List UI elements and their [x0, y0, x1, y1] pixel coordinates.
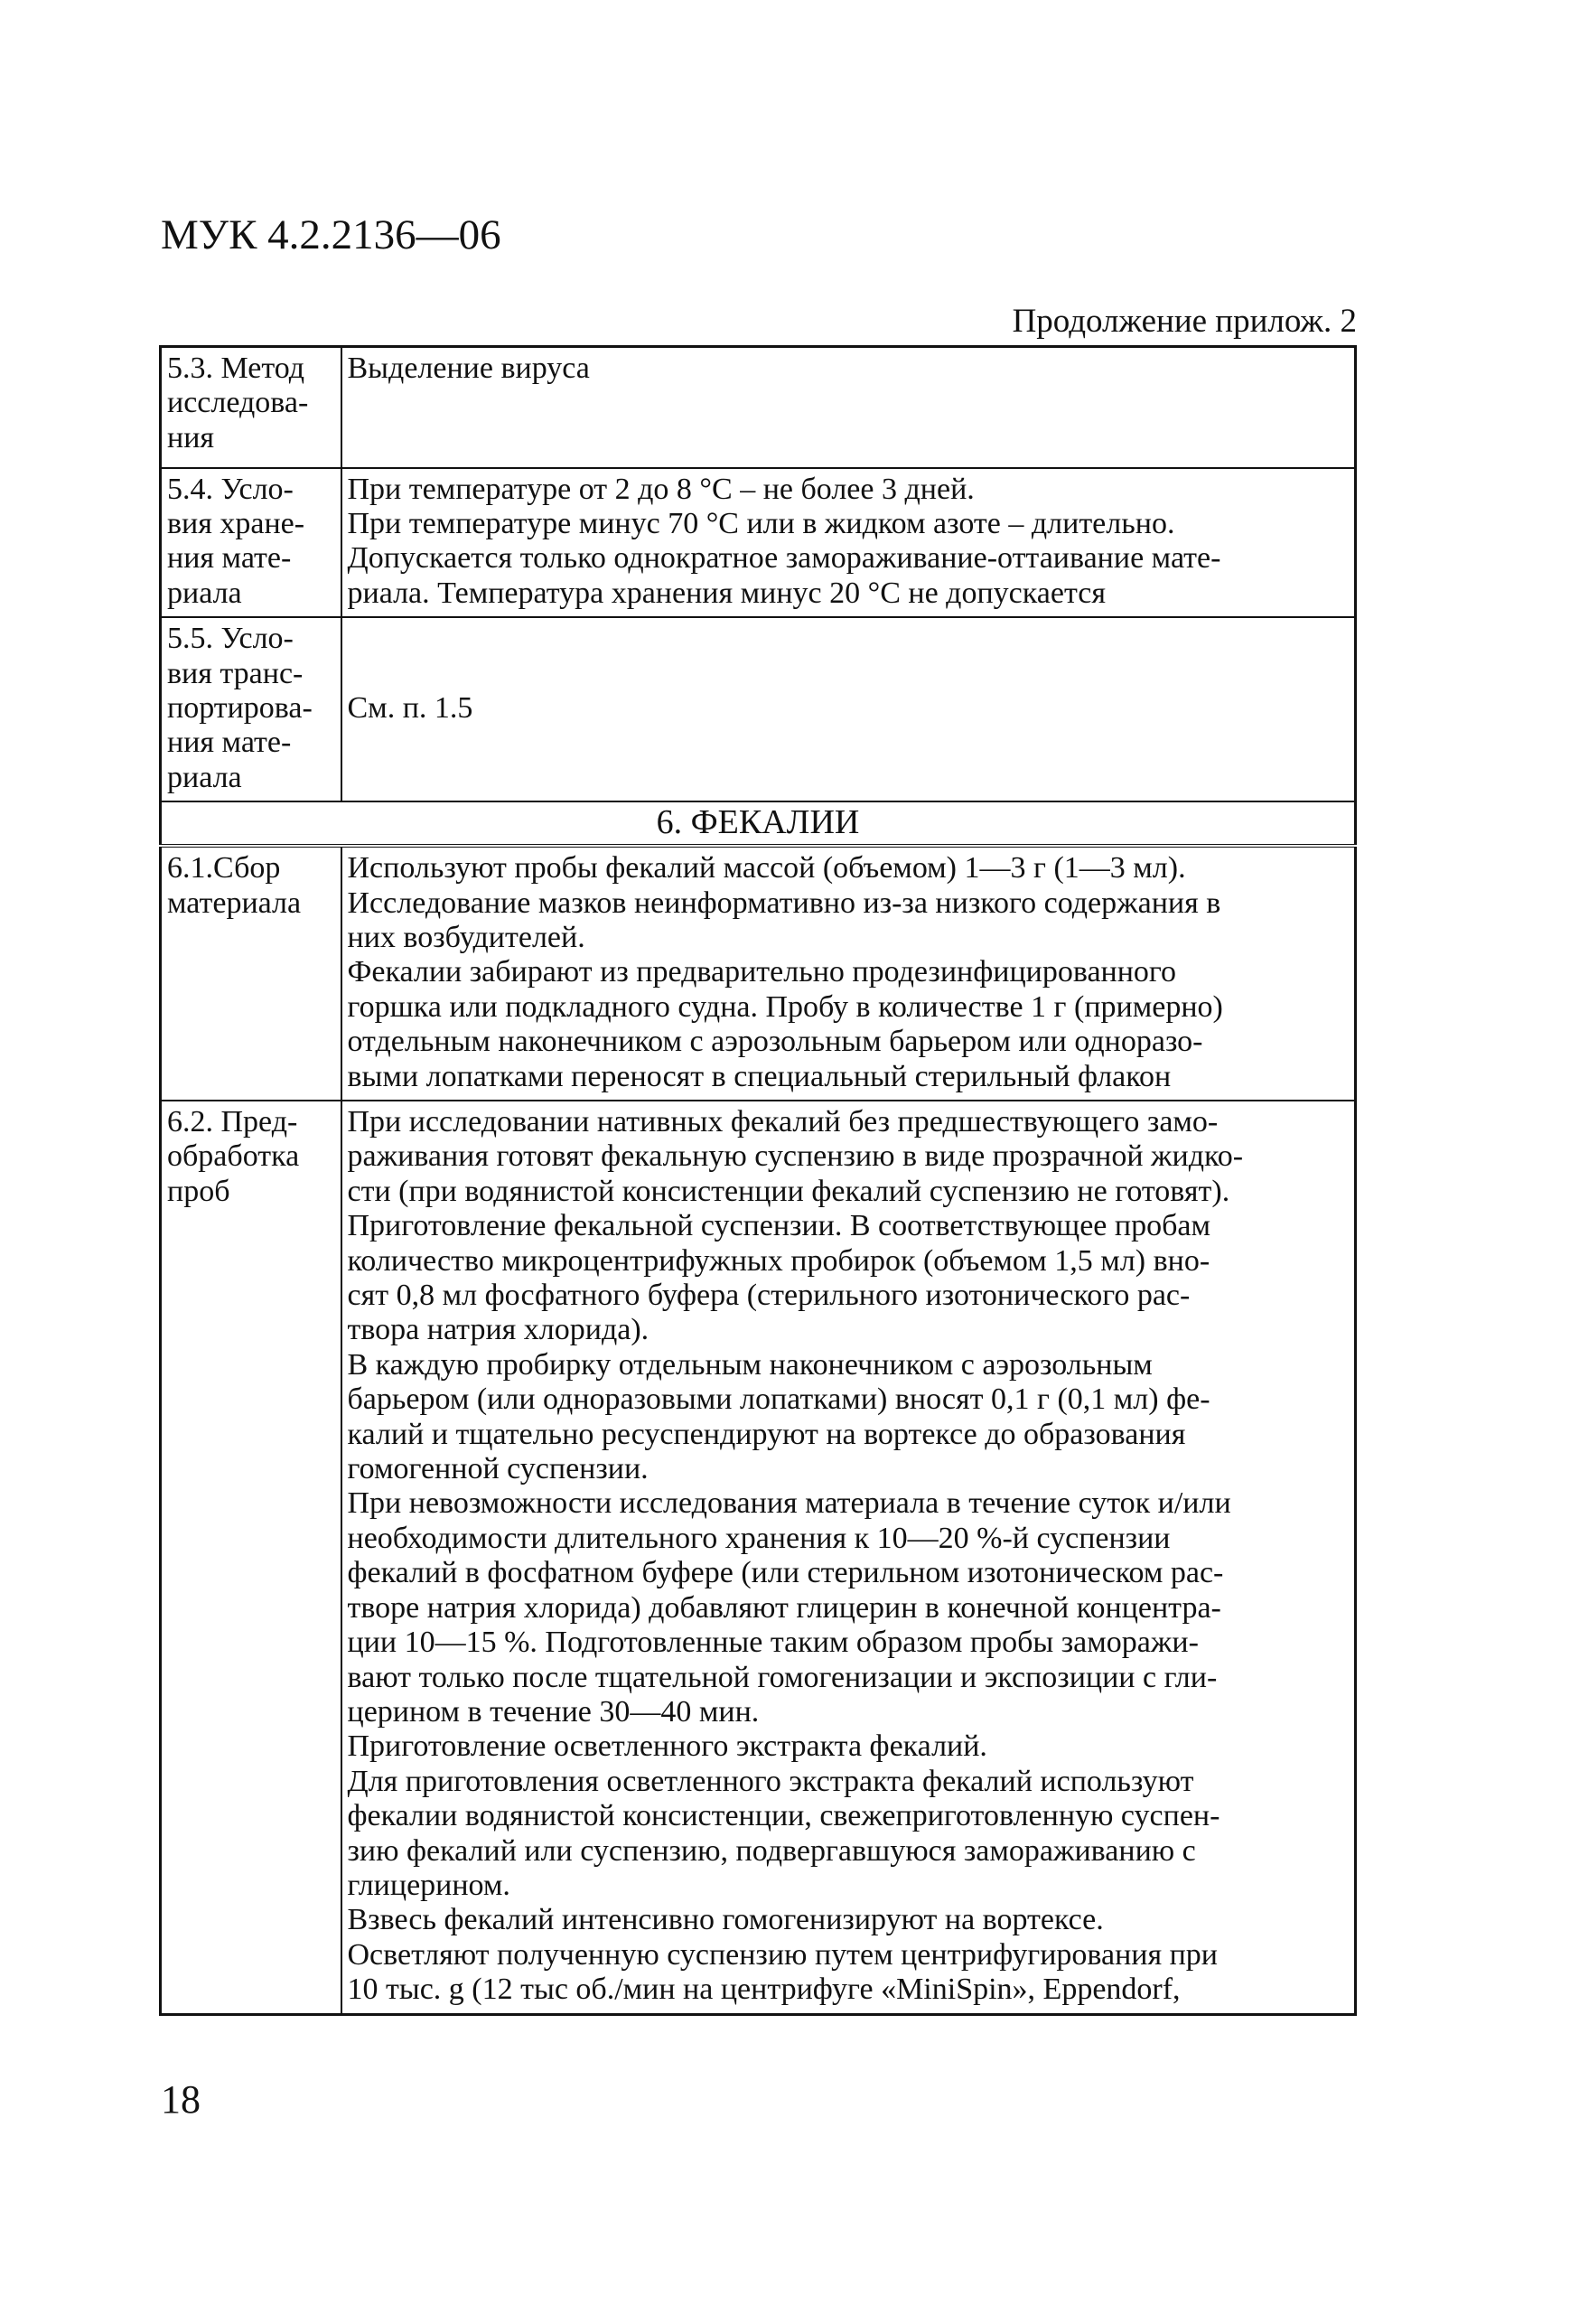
text-line: зию фекалий или суспензию, подвергавшуюся замораживанию с [347, 1833, 1196, 1868]
row-content [341, 468, 1356, 618]
text-line: Приготовление осветленного экстракта фекалий. [347, 1729, 987, 1764]
document-code: МУК 4.2.2136—06 [161, 211, 501, 258]
text-line: Для приготовления осветленного экстракта фекалий используют [347, 1764, 1194, 1798]
text-line: Используют пробы фекалий массой (объемом) 1—3 г (1—3 мл). [347, 851, 1186, 886]
text-line: калий и тщательно ресуспендируют на вортексе до образования [347, 1417, 1186, 1451]
text-line: Допускается только однократное замораживание-оттаивание мате- [347, 541, 1221, 576]
text-line: См. п. 1.5 [347, 690, 473, 725]
text-line: вают только после тщательной гомогенизации и экспозиции с гли- [347, 1660, 1218, 1694]
text-line: количество микроцентрифужных пробирок (объемом 1,5 мл) вно- [347, 1243, 1210, 1278]
row-content [341, 1101, 1356, 2014]
row-content [341, 846, 1356, 1101]
text-line: Исследование мазков неинформативно из-за низкого содержания в [347, 886, 1221, 920]
text-line: При невозможности исследования материала в течение суток и/или [347, 1486, 1231, 1521]
row-content [341, 347, 1356, 468]
row-label: 5.3. Метод исследова- ния [161, 347, 341, 468]
text-line: Фекалии забирают из предварительно продезинфицированного [347, 955, 1177, 989]
table-row [161, 468, 1356, 618]
text-line: При исследовании нативных фекалий без предшествующего замо- [347, 1105, 1219, 1139]
text-line: Выделение вируса [347, 351, 590, 385]
text-line: гомогенной суспензии. [347, 1452, 649, 1486]
text-line: Взвесь фекалий интенсивно гомогенизируют на вортексе. [347, 1903, 1104, 1937]
table-row [161, 347, 1356, 468]
table-row [161, 1101, 1356, 2014]
table-row [161, 617, 1356, 801]
text-line: фекалии водянистой консистенции, свежеприготовленную суспен- [347, 1799, 1220, 1833]
row-label: 5.5. Усло- вия транс- портирова- ния мате- риала [161, 617, 341, 801]
text-line: раживания готовят фекальную суспензию в виде прозрачной жидко- [347, 1139, 1244, 1174]
text-line: необходимости длительного хранения к 10—20 %-й суспензии [347, 1521, 1171, 1555]
row-label: 5.4. Усло- вия хране- ния мате- риала [161, 468, 341, 618]
section-heading-row [161, 801, 1356, 846]
page-number: 18 [161, 2077, 201, 2122]
text-line: отдельным наконечником с аэрозольным барьером или одноразо- [347, 1025, 1203, 1059]
row-content [341, 617, 1356, 801]
text-line: При температуре от 2 до 8 °С – не более 3 дней. [347, 472, 975, 506]
text-line: них возбудителей. [347, 920, 585, 954]
text-line: барьером (или одноразовыми лопатками) вносят 0,1 г (0,1 мл) фе- [347, 1382, 1210, 1417]
text-line: риала. Температура хранения минус 20 °С не допускается [347, 576, 1106, 610]
continuation-note: Продолжение прилож. 2 [1012, 303, 1357, 340]
text-line: При температуре минус 70 °С или в жидком азоте – длительно. [347, 506, 1175, 540]
text-line: сти (при водянистой консистенции фекалий суспензию не готовят). [347, 1174, 1230, 1208]
text-line: В каждую пробирку отдельным наконечником с аэрозольным [347, 1347, 1153, 1382]
text-line: сят 0,8 мл фосфатного буфера (стерильного изотонического рас- [347, 1279, 1191, 1313]
row-label: 6.2. Пред- обработка проб [161, 1101, 341, 2014]
text-line: творе натрия хлорида) добавляют глицерин в конечной концентра- [347, 1590, 1221, 1625]
text-line: горшка или подкладного судна. Пробу в количестве 1 г (примерно) [347, 989, 1223, 1024]
text-line: 10 тыс. g (12 тыс об./мин на центрифуге «MiniSpin», Eppendorf, [347, 1973, 1181, 2007]
text-line: церином в течение 30—40 мин. [347, 1694, 760, 1729]
text-line: Приготовление фекальной суспензии. В соответствующее пробам [347, 1209, 1210, 1243]
text-line: твора натрия хлорида). [347, 1313, 649, 1347]
section-title: 6. ФЕКАЛИИ [161, 801, 1356, 846]
methods-table [159, 345, 1357, 2016]
text-line: глицерином. [347, 1868, 510, 1902]
text-line: фекалий в фосфатном буфере (или стерильном изотоническом рас- [347, 1556, 1224, 1590]
text-line: Осветляют полученную суспензию путем центрифугирования при [347, 1937, 1219, 1972]
text-line: ции 10—15 %. Подготовленные таким образом пробы заморажи- [347, 1626, 1199, 1660]
row-label: 6.1.Сбор материала [161, 846, 341, 1101]
text-line: выми лопатками переносят в специальный стерильный флакон [347, 1059, 1172, 1093]
table-row [161, 846, 1356, 1101]
